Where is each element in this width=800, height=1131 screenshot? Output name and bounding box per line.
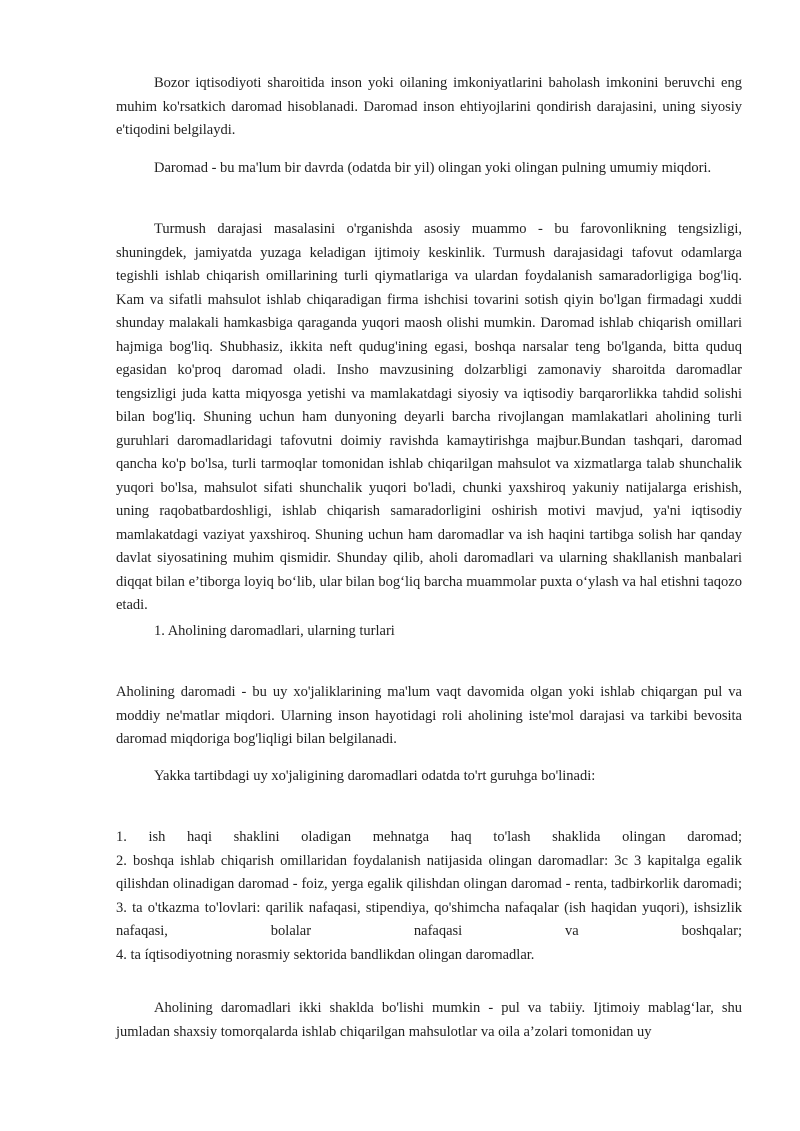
- list-item: 2. boshqa ishlab chiqarish omillaridan foydalanish natijasida olingan daromadlar: 3c 3 kapitalga egalik qilishdan olinadigan daromad - foiz, yerga egalik qilishdan olingan daromad - renta, tadbirkorlik daromadi;: [116, 852, 742, 892]
- list-item: 1. ish haqi shaklini oladigan mehnatga haq to'lash shaklida olingan daromad;: [116, 829, 742, 845]
- list-item: 4. ta íqtisodiyotning norasmiy sektorida bandlikdan olingan daromadlar.: [116, 946, 535, 963]
- income-groups-list: [116, 826, 742, 967]
- population-income-paragraph: Aholining daromadi - bu uy xo'jaliklarining ma'lum vaqt davomida olgan yoki ishlab chiqargan pul va moddiy ne'matlar miqdori. Ularning inson hayotidagi roli aholining iste'mol darajasi va tarkibi bevosita daromad miqdoriga bog'liqligi bilan belgilanadi.: [116, 684, 742, 747]
- list-item: 3. ta o'tkazma to'lovlari: qarilik nafaqasi, stipendiya, qo'shimcha nafaqalar (ish haqidan yuqori), ishsizlik nafaqasi, bolalar nafaqasi va boshqalar;: [116, 899, 742, 939]
- closing-paragraph: Aholining daromadlari ikki shaklda bo'lishi mumkin - pul va tabiiy. Ijtimoiy mablag‘lar, shu jumladan shaxsiy tomorqalarda ishlab chiqarilgan mahsulotlar va oila a’zolari tomonidan uy: [116, 1000, 742, 1040]
- intro-paragraph: Bozor iqtisodiyoti sharoitida inson yoki oilaning imkoniyatlarini baholash imkonini beruvchi eng muhim ko'rsatkich daromad hisoblanadi. Daromad inson ehtiyojlarini qondirish darajasini, uning siyosiy e'tiqodini belgilaydi.: [116, 75, 742, 138]
- definition-income-paragraph: Daromad - bu ma'lum bir davrda (odatda bir yil) olingan yoki olingan pulning umumiy miqdori.: [154, 160, 712, 176]
- groups-intro-paragraph: Yakka tartibdagi uy xo'jaligining daromadlari odatda to'rt guruhga bo'linadi:: [154, 768, 596, 784]
- living-standard-paragraph: Turmush darajasi masalasini o'rganishda asosiy muammo - bu farovonlikning tengsizligi, shuningdek, jamiyatda yuzaga keladigan ijtimoiy keskinlik. Turmush darajasidagi tafovut odamlarga tegishli ishlab chiqarish omillarining turli qiymatlariga va ulardan foydalanish samaradorligiga bog'liq. Kam va sifatli mahsulot ishlab chiqaradigan firma ishchisi tovarini sotish qiyin bo'lgan firmadagi xuddi shunday malakali hamkasbiga qaraganda yuqori maosh olishi mumkin. Daromad ishlab chiqarish omillari hajmiga bog'liq. Shubhasiz, ikkita neft qudug'ining egasi, boshqa narsalar teng bo'lganda, bitta quduq egasidan ko'proq daromad oladi. Insho mavzusining dolzarbligi zamonaviy sharoitda daromadlar tengsizligi juda katta miqyosga yetishi va mamlakatdagi siyosiy va iqtisodiy barqarorlikka tahdid solishi bilan bog'liq. Shuning uchun ham dunyoning deyarli barcha rivojlangan mamlakatlari aholining turli guruhlari daromadlaridagi tafovutni doimiy ravishda kamaytirishga majbur.Bundan tashqari, daromad qancha ko'p bo'lsa, turli tarmoqlar tomonidan ishlab chiqarilgan mahsulot va xizmatlarga talab shunchalik yuqori bo'lsa, mahsulot sifati shunchalik yuqori bo'ladi, chunki yaxshiroq yakuniy natijalarga erishish, uning raqobatbardoshligi, ishlab chiqarish samaradorligini oshirish motivi mavjud, ya'ni iqtisodiy mamlakatdagi vaziyat yaxshiroq. Shuning uchun ham daromadlar va ish haqini tartibga solish har qanday davlat siyosatining muhim qismidir. Shunday qilib, aholi daromadlari va ularning shakllanish manbalari diqqat bilan e’tiborga loyiq bo‘lib, ular bilan bog‘liq barcha muammolar puxta o‘ylash va hal etishni taqozo etadi.: [116, 221, 742, 613]
- section-heading: 1. Aholining daromadlari, ularning turlari: [154, 623, 395, 639]
